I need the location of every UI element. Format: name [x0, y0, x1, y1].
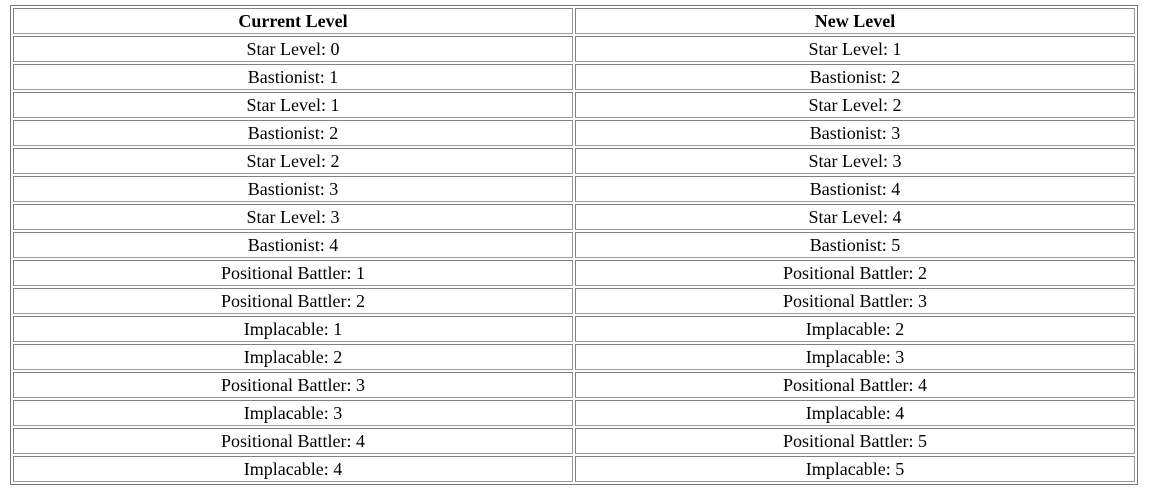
current-level-cell: Implacable: 4 [13, 456, 573, 482]
table-row [13, 176, 1135, 202]
new-level-cell: Bastionist: 2 [575, 64, 1135, 90]
new-level-cell: Bastionist: 3 [575, 120, 1135, 146]
table-row [13, 260, 1135, 286]
current-level-cell: Implacable: 1 [13, 316, 573, 342]
table-row [13, 344, 1135, 370]
table-row [13, 428, 1135, 454]
table-row [13, 232, 1135, 258]
current-level-cell: Bastionist: 2 [13, 120, 573, 146]
current-level-cell: Star Level: 3 [13, 204, 573, 230]
table-header-row [13, 8, 1135, 34]
new-level-cell: Positional Battler: 4 [575, 372, 1135, 398]
new-level-cell: Star Level: 3 [575, 148, 1135, 174]
current-level-cell: Bastionist: 4 [13, 232, 573, 258]
table-row [13, 372, 1135, 398]
new-level-cell: Positional Battler: 2 [575, 260, 1135, 286]
table-row [13, 120, 1135, 146]
new-level-cell: Star Level: 4 [575, 204, 1135, 230]
current-level-cell: Positional Battler: 2 [13, 288, 573, 314]
current-level-cell: Positional Battler: 1 [13, 260, 573, 286]
new-level-cell: Positional Battler: 3 [575, 288, 1135, 314]
table-row [13, 64, 1135, 90]
new-level-cell: Implacable: 5 [575, 456, 1135, 482]
current-level-cell: Star Level: 0 [13, 36, 573, 62]
table-row [13, 400, 1135, 426]
current-level-cell: Star Level: 1 [13, 92, 573, 118]
current-level-cell: Positional Battler: 4 [13, 428, 573, 454]
current-level-cell: Positional Battler: 3 [13, 372, 573, 398]
new-level-cell: Positional Battler: 5 [575, 428, 1135, 454]
table-body [13, 36, 1135, 482]
table-row [13, 148, 1135, 174]
new-level-cell: Implacable: 4 [575, 400, 1135, 426]
table-row [13, 36, 1135, 62]
table-row [13, 316, 1135, 342]
current-level-cell: Bastionist: 3 [13, 176, 573, 202]
new-level-cell: Star Level: 2 [575, 92, 1135, 118]
table-row [13, 204, 1135, 230]
new-level-cell: Implacable: 3 [575, 344, 1135, 370]
new-level-cell: Implacable: 2 [575, 316, 1135, 342]
new-level-cell: Star Level: 1 [575, 36, 1135, 62]
table-row [13, 288, 1135, 314]
current-level-cell: Implacable: 2 [13, 344, 573, 370]
table-head [13, 8, 1135, 34]
table-row [13, 92, 1135, 118]
table-row [13, 456, 1135, 482]
current-level-cell: Star Level: 2 [13, 148, 573, 174]
current-level-cell: Implacable: 3 [13, 400, 573, 426]
current-level-cell: Bastionist: 1 [13, 64, 573, 90]
new-level-cell: Bastionist: 4 [575, 176, 1135, 202]
column-header-new-level: New Level [575, 8, 1135, 34]
column-header-current-level: Current Level [13, 8, 573, 34]
level-upgrade-table [10, 5, 1138, 485]
new-level-cell: Bastionist: 5 [575, 232, 1135, 258]
